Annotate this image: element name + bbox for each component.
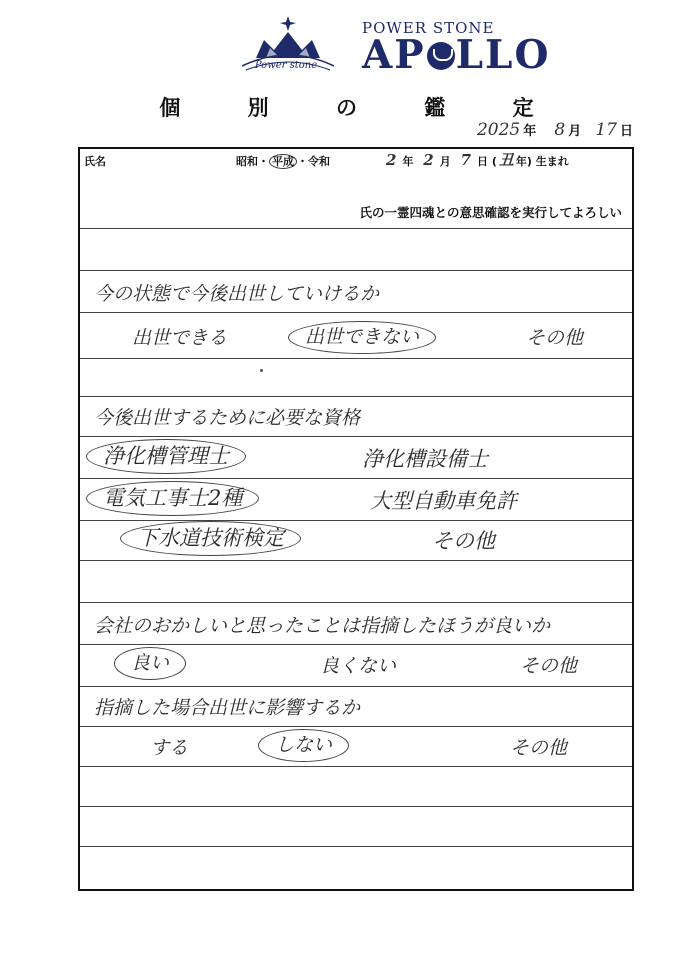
blank-row <box>80 847 632 889</box>
q4-option-2-selected: しない <box>258 729 349 762</box>
q2-option-2: 浄化槽設備士 <box>362 447 488 471</box>
date-month-unit: 月 <box>568 124 582 139</box>
q3-option-1-selected: 良い <box>114 647 186 680</box>
blank-row <box>80 229 632 271</box>
name-label: 氏名 <box>84 155 106 168</box>
date-day-unit: 日 <box>619 124 633 139</box>
q2-options-row-1 <box>80 437 632 479</box>
q4-option-3: その他 <box>510 737 568 759</box>
q3-option-3: その他 <box>520 655 578 677</box>
birth-year-unit: 年 <box>402 155 414 168</box>
blank-row <box>80 359 632 397</box>
appraisal-form <box>78 147 634 891</box>
era-heisei-selected: 平成 <box>269 154 297 169</box>
q4-options-row <box>80 727 632 767</box>
q2-option-4: 大型自動車免許 <box>370 489 517 513</box>
birth-suffix: 生まれ <box>535 155 569 168</box>
birth-zodiac: 丑 <box>498 151 514 169</box>
birth-day-unit: 日 <box>477 155 488 168</box>
q2-option-3-selected: 電気工事士2種 <box>86 481 259 516</box>
blank-row <box>80 767 632 807</box>
q3-question: 会社のおかしいと思ったことは指摘したほうが良いか <box>94 615 551 637</box>
q2-question: 今後出世するために必要な資格 <box>94 407 361 429</box>
q1-option-1: 出世できる <box>132 327 228 349</box>
q2-option-6: その他 <box>432 529 495 553</box>
brand-main-a: AP <box>362 32 426 78</box>
page-title: 個 別 の 鑑 定 <box>159 96 564 120</box>
q2-option-1-selected: 浄化槽管理士 <box>86 439 246 474</box>
birth-zodiac-close: 年) <box>515 155 532 168</box>
q3-options-row <box>80 645 632 687</box>
name-row <box>80 149 632 229</box>
brand-logo-text <box>362 32 551 78</box>
q4-question-row <box>80 687 632 727</box>
q2-options-row-2 <box>80 479 632 521</box>
brand-main-b: LLO <box>455 32 551 78</box>
era-sep-1: ・ <box>258 155 269 168</box>
q1-question: 今の状態で今後出世していけるか <box>94 283 380 305</box>
q1-option-3: その他 <box>526 327 584 349</box>
birth-year: 2 <box>386 151 397 169</box>
era-reiwa: 令和 <box>308 155 330 168</box>
birth-date <box>380 149 569 170</box>
q1-options-row <box>80 313 632 359</box>
crown-o-icon <box>427 42 455 70</box>
era-options <box>236 153 330 169</box>
q3-question-row <box>80 603 632 645</box>
q1-question-row <box>80 271 632 313</box>
q1-option-2-selected: 出世できない <box>288 321 436 354</box>
birth-month-unit: 月 <box>439 155 451 168</box>
brand-subtitle: POWER STONE <box>362 19 495 37</box>
q2-options-row-3 <box>80 521 632 561</box>
date-year-unit: 年 <box>523 124 537 139</box>
era-sep-2: ・ <box>297 155 308 168</box>
date-month: 8 <box>554 120 566 140</box>
ink-dot <box>260 369 263 372</box>
birth-month: 2 <box>423 151 434 169</box>
appraisal-date <box>474 120 633 140</box>
date-day: 17 <box>595 120 617 140</box>
birth-day: 7 <box>460 151 471 169</box>
q2-question-row <box>80 397 632 437</box>
confirmation-text: 氏の一霊四魂との意思確認を実行してよろしい <box>359 205 622 220</box>
q4-question: 指摘した場合出世に影響するか <box>94 697 361 719</box>
q4-option-1: する <box>150 737 189 759</box>
date-year: 2025 <box>476 120 521 140</box>
era-showa: 昭和 <box>236 155 258 168</box>
blank-row <box>80 807 632 847</box>
q2-option-5-selected: 下水道技術検定 <box>120 521 301 556</box>
logo-script-text: Power stone <box>254 60 318 71</box>
birth-zodiac-open: ( <box>491 155 497 168</box>
blank-row <box>80 561 632 603</box>
q3-option-2: 良くない <box>320 655 397 677</box>
